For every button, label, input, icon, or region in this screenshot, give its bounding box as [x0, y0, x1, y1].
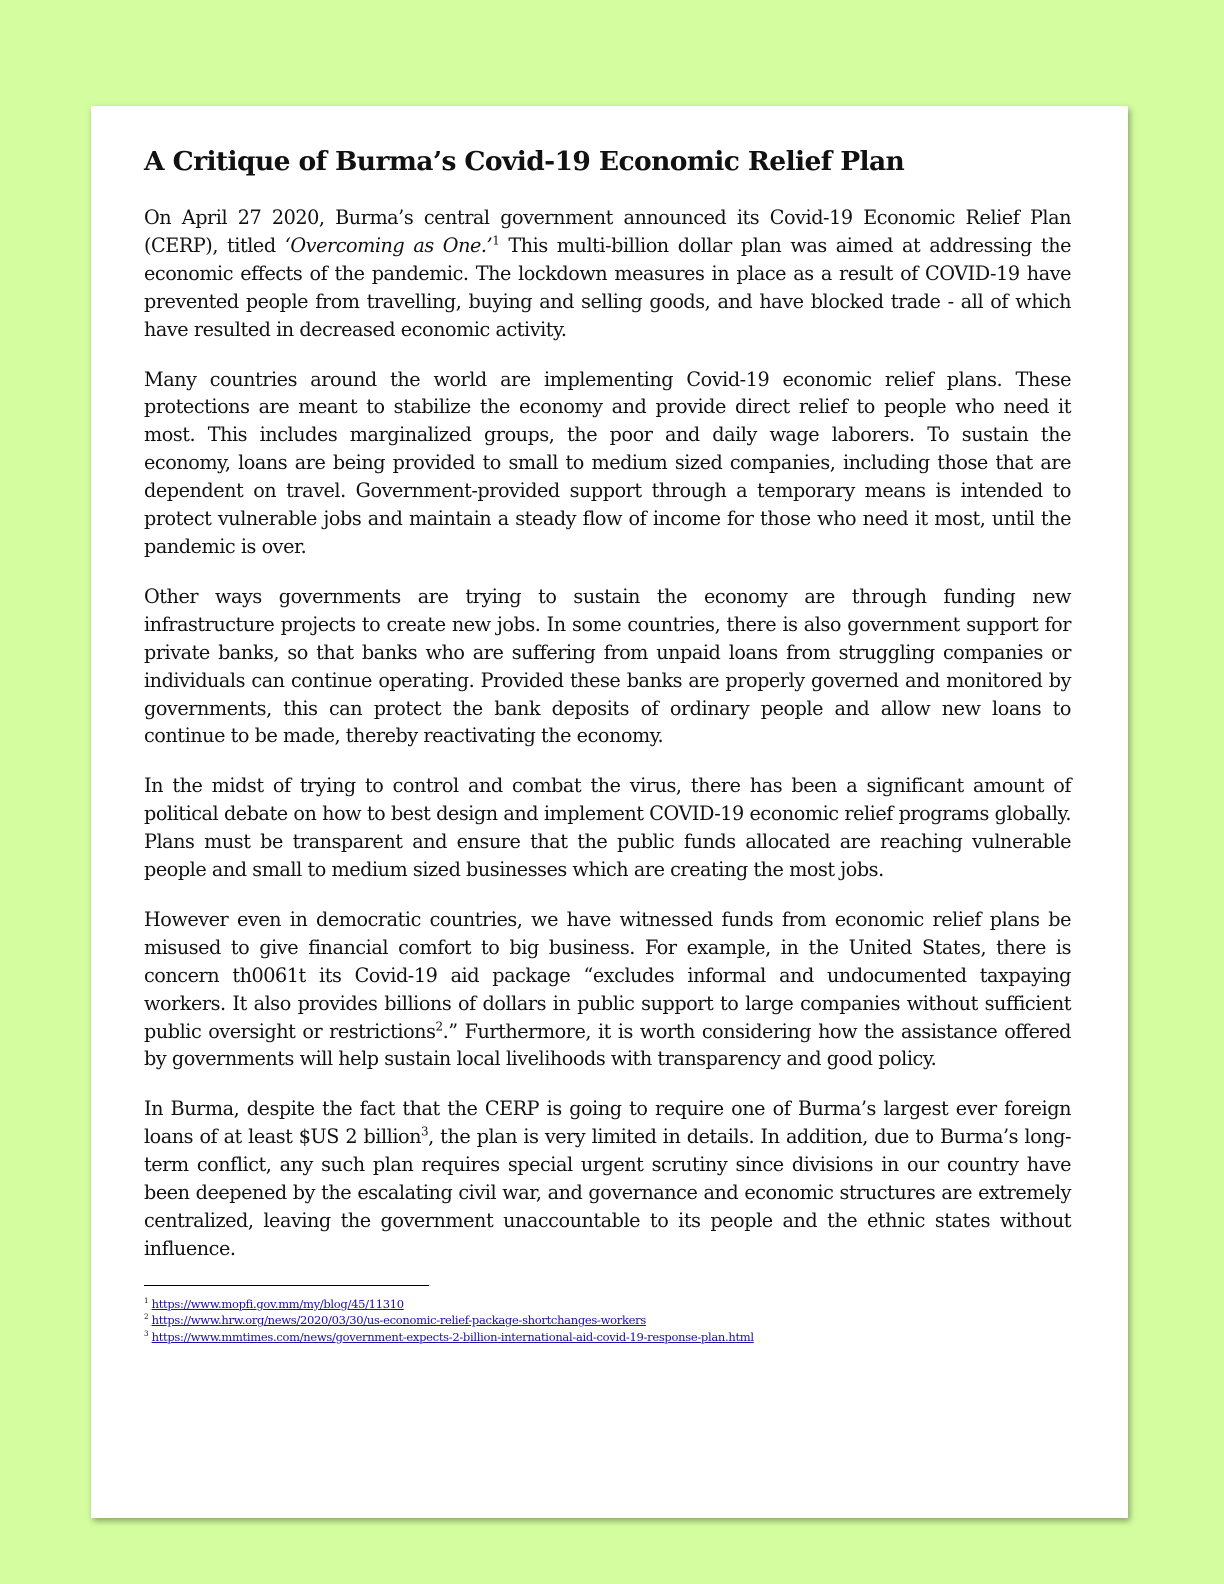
paragraph-6-text: In Burma, despite the fact that the CERP is going to require one of Burma’s largest ever foreign loans of at least $US 2 billion — [144, 1097, 1071, 1149]
paragraph-1 — [144, 204, 1071, 344]
document-page — [91, 106, 1128, 1518]
plan-title-italic: ‘Overcoming as One.’ — [284, 233, 493, 257]
footnote-2 — [144, 1312, 1071, 1329]
paragraph-1-text-cont: This multi-billion dollar plan was aimed at addressing the economic effects of the pandemic. The lockdown measures in place as a result of COVID-19 have prevented people from travelling, buying and selling goods, and have blocked trade - all of which have resulted in decreased economic activity. — [144, 233, 1072, 341]
paragraph-6 — [144, 1095, 1071, 1262]
paragraph-5 — [144, 906, 1071, 1073]
document-title: A Critique of Burma’s Covid-19 Economic Relief Plan — [144, 146, 905, 177]
footnote-number: 2 — [144, 1312, 149, 1322]
footnote-link-1[interactable]: https://www.mopfi.gov.mm/my/blog/45/11310 — [151, 1296, 404, 1311]
footnote-number: 1 — [144, 1295, 149, 1305]
paragraph-5-text: However even in democratic countries, we have witnessed funds from economic relief plans be misused to give financial comfort to big business. For example, in the United States, there is concern th0061t its Covid-19 aid package “excludes informal and undocumented taxpaying workers. It also provides billions of dollars in public support to large companies without sufficient public oversight or restrictions — [144, 907, 1071, 1043]
footnote-1 — [144, 1296, 1071, 1313]
footnote-3 — [144, 1329, 1071, 1346]
footnote-ref-1: 1 — [492, 233, 500, 248]
paragraph-2: Many countries around the world are implementing Covid-19 economic relief plans. These protections are meant to stabilize the economy and provide direct relief to people who need it most. This includes marginalized groups, the poor and daily wage laborers. To sustain the economy, loans are being provided to small to medium sized companies, including those that are dependent on travel. Government-provided support through a temporary means is intended to protect vulnerable jobs and maintain a steady flow of income for those who need it most, until the pandemic is over. — [144, 367, 1071, 558]
paragraph-5-text-cont: .” Furthermore, it is worth considering how the assistance offered by governments will help sustain local livelihoods with transparency and good policy. — [144, 1019, 1071, 1071]
paragraph-6-text-cont: , the plan is very limited in details. In addition, due to Burma’s long-term conflict, any such plan requires special urgent scrutiny since divisions in our country have been deepened by the escalating civil war, and governance and economic structures are extremely centralized, leaving the government unaccountable to its people and the ethnic states without influence. — [144, 1125, 1071, 1260]
footnote-link-2[interactable]: https://www.hrw.org/news/2020/03/30/us-economic-relief-package-shortchanges-workers — [151, 1313, 646, 1328]
footnote-number: 3 — [144, 1328, 149, 1338]
footnote-ref-3: 3 — [421, 1124, 429, 1139]
footnote-ref-2: 2 — [435, 1019, 443, 1034]
paragraph-1-text: On April 27 2020, Burma’s central government announced its Covid-19 Economic Relief Plan (CERP), titled — [144, 206, 1071, 257]
paragraph-3: Other ways governments are trying to sustain the economy are through funding new infrastructure projects to create new jobs. In some countries, there is also government support for private banks, so that banks who are suffering from unpaid loans from struggling companies or individuals can continue operating. Provided these banks are properly governed and monitored by governments, this can protect the bank deposits of ordinary people and allow new loans to continue to be made, thereby reactivating the economy. — [144, 584, 1071, 748]
paragraph-4: In the midst of trying to control and combat the virus, there has been a significant amount of political debate on how to best design and implement COVID-19 economic relief programs globally. Plans must be transparent and ensure that the public funds allocated are reaching vulnerable people and small to medium sized businesses which are creating the most jobs. — [144, 774, 1071, 882]
footnote-divider — [144, 1285, 429, 1286]
footnote-link-3[interactable]: https://www.mmtimes.com/news/government-expects-2-billion-international-aid-covid-19-response-plan.html — [151, 1329, 754, 1344]
